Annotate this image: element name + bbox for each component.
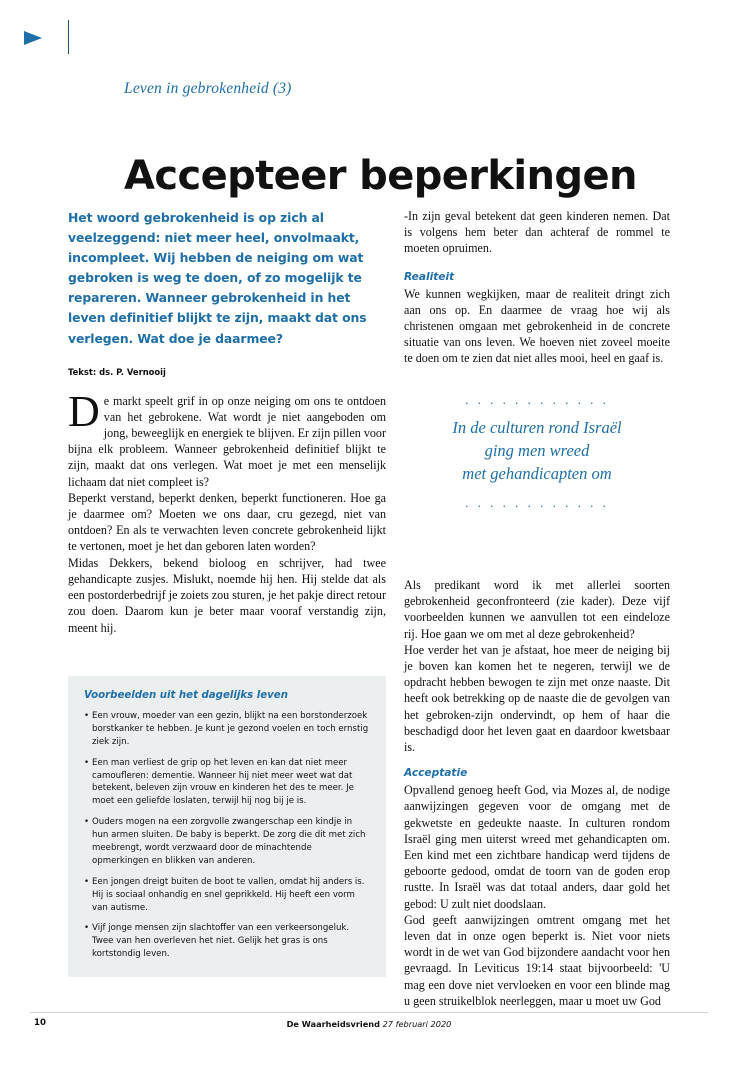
body-paragraph: Beperkt verstand, beperkt denken, beperkt functioneren. Hoe ga je daarmee om? Moeten we ons daar, cru gezegd, niet van ontdoen? En als te verwachten leven concrete gebrokenheid lijkt te vertonen, moet je het dan geboren laten worden? xyxy=(68,490,386,554)
body-paragraph: We kunnen wegkijken, maar de realiteit dringt zich aan ons op. En daarmee de vraag hoe wij als christenen omgaan met gebrokenheid in de concrete situatie van ons leven. We hoeven niet zoveel moeite te doen om te zien dat niet alles mooi, heel en gaaf is. xyxy=(404,286,670,366)
column-spacer xyxy=(404,531,670,577)
examples-box-title: Voorbeelden uit het dagelijks leven xyxy=(84,690,288,701)
left-column xyxy=(68,208,386,636)
list-item: • Een vrouw, moeder van een gezin, blijkt na een borstonderzoek borstkanker te hebben. Je kunt je gezond voelen en toch ernstig ziek zijn. xyxy=(84,710,370,749)
header-vertical-rule xyxy=(68,20,69,54)
footer-info xyxy=(0,1019,738,1029)
body-paragraph-block xyxy=(68,386,387,490)
drop-cap: D xyxy=(68,386,100,436)
byline: Tekst: ds. P. Vernooij xyxy=(68,366,166,377)
pull-quote-line: In de culturen rond Israël xyxy=(452,417,622,437)
pull-quote-dots-top: . . . . . . . . . . . . xyxy=(465,391,609,407)
issue-date: 27 februari 2020 xyxy=(382,1019,452,1029)
body-paragraph: God geeft aanwijzingen omtrent omgang met het leven dat in onze ogen beperkt is. Niet voor niets wordt in de wet van God bijzondere aandacht voor hen gevraagd. In Leviticus 19:14 staat bijvoorbeeld: 'U mag een dove niet vervloeken en voor een blinde mag u geen struikelblok neerleggen, maar u moet uw God xyxy=(404,912,670,1008)
article-lead: Het woord gebrokenheid is op zich al veelzeggend: niet meer heel, onvolmaakt, incompleet. Wij hebben de neiging om wat gebroken is weg te doen, of zo mogelijk te repareren. Wanneer gebrokenheid in het leven definitief blijkt te zijn, maakt dat ons verlegen. Wat doe je daarmee? xyxy=(68,210,367,346)
list-item: • Ouders mogen na een zorgvolle zwangerschap een kindje in hun armen sluiten. De baby is beperkt. De zorg die dit met zich meebrengt, wordt verzwaard door de minachtende opmerkingen en blikken van anderen. xyxy=(84,816,370,868)
page-number: 10 xyxy=(34,1018,46,1028)
pull-quote-dots-bottom: . . . . . . . . . . . . xyxy=(465,494,609,510)
magazine-name: De Waarheidsvriend xyxy=(286,1019,380,1029)
list-item: • Een man verliest de grip op het leven en kan dat niet meer camoufleren: dementie. Wanneer hij niet meer weet wat dat betekent, beleven zijn vrouw en kinderen het des te meer. Je moet een geliefde loslaten, terwijl hij nog bij je is. xyxy=(84,757,370,809)
examples-list xyxy=(84,710,370,961)
body-paragraph: Midas Dekkers, bekend bioloog en schrijver, had twee gehandicapte zusjes. Mislukt, noemde hij hen. Hij stelde dat als een postorderbedrijf je zoiets zou sturen, je het pakje direct retour zou doen. Daarom kun je beter maar vooraf verstandig zijn, meent hij. xyxy=(68,555,387,635)
section-heading-acceptatie: Acceptatie xyxy=(404,767,468,780)
body-paragraph: -In zijn geval betekent dat geen kinderen nemen. Dat is volgens hem beter dan achteraf de rommel te moeten opruimen. xyxy=(404,209,670,256)
pull-quote-line: met gehandicapten om xyxy=(462,464,612,484)
list-item: • Vijf jonge mensen zijn slachtoffer van een verkeersongeluk. Twee van hen overleven het niet. Gelijk het gras is ons kortstondig leven. xyxy=(84,922,370,961)
body-paragraph: Hoe verder het van je afstaat, hoe meer de neiging bij je boven kan komen het te negeren, terwijl we de opdracht hebben bewogen te zijn met onze naaste. Dit heeft ook betrekking op de naaste die de gevolgen van het gebroken-zijn ondervindt, op hem of haar die beschadigd door het leven gaat en daardoor kwetsbaar is. xyxy=(404,642,670,754)
section-heading-realiteit: Realiteit xyxy=(404,270,455,283)
article-kicker: Leven in gebrokenheid (3) xyxy=(124,80,292,97)
footer-divider xyxy=(30,1012,708,1013)
pull-quote-line: ging men wreed xyxy=(484,441,590,461)
page-title: Accepteer beperkingen xyxy=(124,152,637,199)
body-paragraph: e markt speelt grif in op onze neiging om ons te ontdoen van het gebrokene. Wat wordt je niet aangeboden om jong, beweeglijk en energiek te blijven. Er zijn pillen voor bijna elk probleem. Wanneer gebrokenheid definitief blijkt te zijn, maakt dat ons verlegen. Wat moet je met een menselijk lichaam dat niet compleet is? xyxy=(68,393,387,489)
right-column xyxy=(404,208,670,1009)
triangle-right-icon xyxy=(22,26,46,50)
list-item: • Een jongen dreigt buiten de boot te vallen, omdat hij anders is. Hij is sociaal onhandig en snel geprikkeld. Hij heeft een vorm van autisme. xyxy=(84,876,370,915)
body-paragraph: Opvallend genoeg heeft God, via Mozes al, de nodige aanwijzingen gegeven voor de omgang met de gekwetste en gedeukte naaste. In culturen rondom Israël ging men uiterst wreed met gehandicapten om. Een kind met een zichtbare handicap werd tijdens de geboorte gedood, omdat de toorn van de goden erop rustte. In Israël was dat totaal anders, daar gold het gebod: U zult niet doodslaan. xyxy=(404,783,670,911)
examples-box xyxy=(68,676,386,977)
body-paragraph: Als predikant word ik met allerlei soorten gebrokenheid geconfronteerd (zie kader). Deze vijf voorbeelden kunnen we aanvullen tot een eindeloze rij. Hoe gaan we om met al deze gebrokenheid? xyxy=(404,577,670,641)
pull-quote xyxy=(404,393,670,509)
